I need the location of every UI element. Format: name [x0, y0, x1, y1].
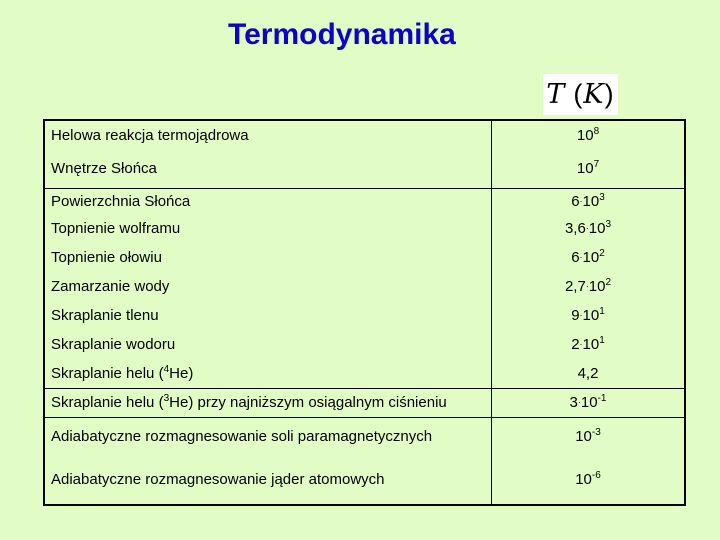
- row-label: Skraplanie helu ($^3$He) przy najniższym osiągalnym ciśnieniu: [44, 388, 492, 417]
- row-value: [492, 120, 686, 150]
- row-value: [492, 330, 686, 359]
- value-base: 10: [575, 427, 592, 445]
- value-base: 10: [575, 471, 592, 488]
- table-row: [44, 214, 685, 243]
- table-row: [44, 388, 685, 417]
- table-row: [44, 330, 685, 359]
- row-value: 4,2: [492, 359, 686, 388]
- row-label: Powierzchnia Słońca: [44, 188, 492, 214]
- row-value: [492, 388, 686, 417]
- value-mantissa: 3,6: [564, 220, 586, 237]
- value-mantissa: 6: [571, 249, 580, 266]
- row-label: Adiabatyczne rozmagnesowanie jąder atomowych: [44, 455, 492, 505]
- row-value: [492, 417, 686, 455]
- row-label: Skraplanie helu ($^4$He): [44, 359, 492, 388]
- row-label: Skraplanie tlenu: [44, 301, 492, 330]
- value-base: 10: [582, 307, 600, 324]
- value-base: 10: [588, 278, 606, 295]
- value-exponent: 3: [599, 191, 605, 203]
- unit-symbol: T: [546, 79, 566, 110]
- value-exponent: 3: [605, 219, 612, 230]
- table-row: [44, 120, 685, 150]
- value-base: 10: [582, 249, 600, 266]
- row-label: Topnienie wolframu: [44, 214, 492, 243]
- value-exponent: 1: [599, 306, 605, 317]
- row-label: Skraplanie wodoru: [44, 330, 492, 359]
- row-value: [492, 272, 686, 301]
- value-exponent: 2: [599, 248, 605, 259]
- value-exponent: 2: [605, 277, 612, 288]
- row-label: Helowa reakcja termojądrowa: [44, 120, 492, 150]
- table-row: [44, 417, 685, 455]
- row-label: Topnienie ołowiu: [44, 243, 492, 272]
- multiply-sign: ·: [579, 195, 583, 206]
- unit-close-paren: ): [604, 79, 615, 109]
- multiply-sign: ·: [577, 397, 581, 407]
- page-title: Termodynamika: [228, 18, 456, 51]
- value-exponent: 8: [593, 126, 600, 137]
- multiply-sign: ·: [585, 281, 589, 291]
- value-mantissa: 9: [571, 307, 580, 324]
- value-mantissa: 2: [571, 336, 580, 353]
- value-mantissa: 2,7: [564, 278, 586, 295]
- row-value: [492, 301, 686, 330]
- row-label: Wnętrze Słońca: [44, 150, 492, 188]
- unit-kelvin: K: [583, 79, 605, 110]
- multiply-sign: ·: [585, 223, 589, 233]
- row-value: [492, 243, 686, 272]
- row-value: [492, 455, 686, 505]
- temperature-unit-label: [543, 74, 618, 115]
- row-value: [492, 214, 686, 243]
- row-label: Zamarzanie wody: [44, 272, 492, 301]
- table-row: [44, 243, 685, 272]
- table-row: [44, 272, 685, 301]
- value-base: 10: [582, 336, 600, 353]
- value-base: 10: [588, 220, 606, 237]
- table-row: [44, 359, 685, 388]
- value-exponent: -1: [597, 393, 607, 404]
- value-base: 10: [580, 394, 598, 411]
- multiply-sign: ·: [579, 339, 583, 349]
- table-row: [44, 150, 685, 188]
- row-value: [492, 188, 686, 214]
- multiply-sign: ·: [579, 252, 583, 262]
- isotope-number: 4: [163, 363, 170, 375]
- value-base: 10: [576, 127, 594, 144]
- table-row: [44, 188, 685, 214]
- row-label: Adiabatyczne rozmagnesowanie soli paramagnetycznych: [44, 417, 492, 455]
- value-exponent: -6: [591, 470, 601, 481]
- temperature-table: [43, 119, 686, 506]
- table-row: [44, 455, 685, 505]
- unit-open-paren: (: [573, 79, 584, 109]
- value-mantissa: 6: [571, 192, 580, 210]
- value-exponent: 7: [593, 159, 600, 171]
- isotope-number: 3: [163, 393, 170, 404]
- value-base: 10: [576, 160, 594, 178]
- row-value: [492, 150, 686, 188]
- value-mantissa: 3: [569, 394, 578, 411]
- value-exponent: 1: [599, 335, 605, 346]
- value-base: 10: [582, 192, 600, 210]
- value-exponent: -3: [591, 426, 601, 438]
- multiply-sign: ·: [579, 310, 583, 320]
- table-row: [44, 301, 685, 330]
